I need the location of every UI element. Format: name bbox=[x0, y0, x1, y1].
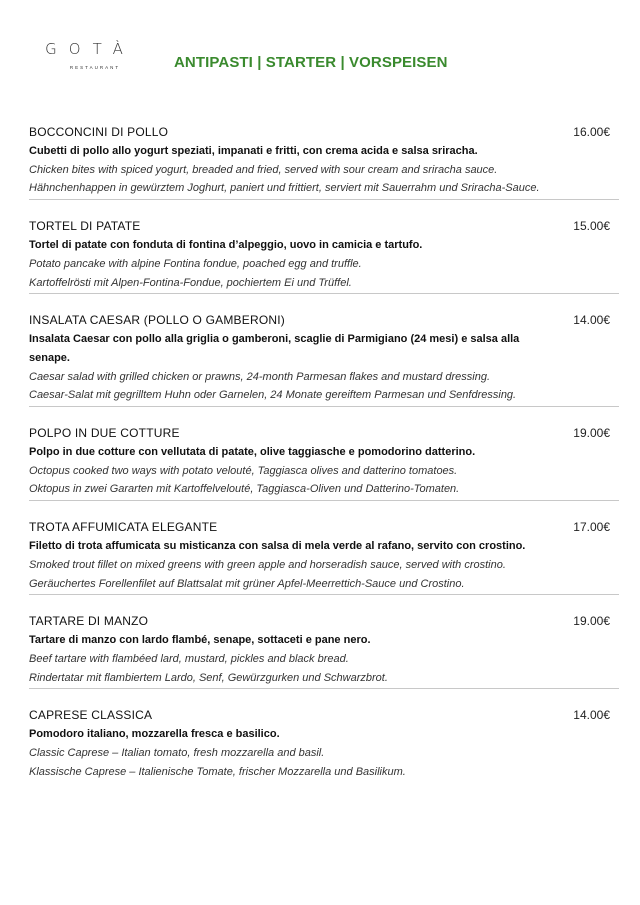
menu-item bbox=[29, 311, 619, 407]
item-name: CAPRESE CLASSICA bbox=[29, 708, 153, 723]
item-name: TORTEL DI PATATE bbox=[29, 219, 141, 234]
menu-item bbox=[29, 518, 619, 595]
item-description-italian: Insalata Caesar con pollo alla griglia o gamberoni, scaglie di Parmigiano (24 mesi) e salsa alla senape. bbox=[29, 333, 520, 364]
menu-item bbox=[29, 424, 619, 501]
menu-item bbox=[29, 706, 619, 782]
item-description-english: Octopus cooked two ways with potato velouté, Taggiasca olives and datterino tomatoes. bbox=[29, 464, 458, 477]
item-price: 14.00€ bbox=[573, 708, 610, 723]
item-description-german: Rindertatar mit flambiertem Lardo, Senf, Gewürzgurken und Schwarzbrot. bbox=[29, 671, 388, 684]
logo-subtitle: RESTAURANT bbox=[69, 65, 121, 70]
item-name: BOCCONCINI DI POLLO bbox=[29, 125, 169, 139]
item-price: 14.00€ bbox=[573, 313, 610, 328]
item-price: 17.00€ bbox=[573, 520, 610, 535]
item-description-english: Chicken bites with spiced yogurt, breaded and fried, served with sour cream and sriracha sauce. bbox=[29, 163, 498, 176]
item-description-english: Smoked trout fillet on mixed greens with green apple and horseradish sauce, served with crostino. bbox=[29, 558, 506, 571]
item-description-italian: Cubetti di pollo allo yogurt speziati, impanati e fritti, con crema acida e salsa sriracha. bbox=[29, 145, 478, 157]
menu-item bbox=[29, 612, 619, 689]
item-description-italian: Tartare di manzo con lardo flambé, senape, sottaceti e pane nero. bbox=[29, 634, 371, 647]
item-description-english: Beef tartare with flambéed lard, mustard, pickles and black bread. bbox=[29, 652, 349, 665]
item-description-italian: Tortel di patate con fonduta di fontina d’alpeggio, uovo in camicia e tartufo. bbox=[29, 239, 423, 252]
item-description-english: Potato pancake with alpine Fontina fondue, poached egg and truffle. bbox=[29, 257, 362, 270]
logo-wordmark: GOTÀ bbox=[45, 40, 135, 58]
item-description-english: Caesar salad with grilled chicken or prawns, 24-month Parmesan flakes and mustard dressing. bbox=[29, 370, 490, 383]
restaurant-logo bbox=[36, 40, 136, 70]
item-name: POLPO IN DUE COTTURE bbox=[29, 426, 180, 441]
item-description-german: Caesar-Salat mit gegrilltem Huhn oder Garnelen, 24 Monate gereiftem Parmesan und Senfdressing. bbox=[29, 389, 517, 402]
item-name: TROTA AFFUMICATA ELEGANTE bbox=[29, 520, 218, 535]
item-description-german: Kartoffelrösti mit Alpen-Fontina-Fondue, pochiertem Ei und Trüffel. bbox=[29, 276, 352, 289]
item-description-german: Oktopus in zwei Gararten mit Kartoffelvelouté, Taggiasca-Oliven und Datterino-Tomaten. bbox=[29, 483, 460, 496]
item-price: 19.00€ bbox=[573, 426, 610, 441]
item-description-italian: Pomodoro italiano, mozzarella fresca e basilico. bbox=[29, 728, 280, 741]
menu-item bbox=[29, 123, 619, 200]
item-description-german: Geräuchertes Forellenfilet auf Blattsalat mit grüner Apfel-Meerrettich-Sauce und Crostino. bbox=[29, 577, 465, 590]
menu-list bbox=[29, 123, 619, 799]
item-description-italian: Polpo in due cotture con vellutata di patate, olive taggiasche e pomodorino datterino. bbox=[29, 446, 476, 459]
item-price: 19.00€ bbox=[573, 614, 610, 629]
item-name: TARTARE DI MANZO bbox=[29, 614, 149, 629]
page-title: ANTIPASTI | STARTER | VORSPEISEN bbox=[174, 54, 448, 71]
menu-item bbox=[29, 217, 619, 294]
item-name: INSALATA CAESAR (POLLO O GAMBERONI) bbox=[29, 313, 285, 328]
item-price: 15.00€ bbox=[573, 219, 610, 234]
item-description-german: Klassische Caprese – Italienische Tomate, frischer Mozzarella und Basilikum. bbox=[29, 765, 406, 778]
item-description-german: Hähnchenhappen in gewürztem Joghurt, paniert und frittiert, serviert mit Sauerrahm und Sriracha-Sauce. bbox=[29, 182, 540, 195]
item-price: 16.00€ bbox=[573, 125, 610, 139]
item-description-italian: Filetto di trota affumicata su misticanza con salsa di mela verde al rafano, servito con crostino. bbox=[29, 540, 526, 553]
item-description-english: Classic Caprese – Italian tomato, fresh mozzarella and basil. bbox=[29, 747, 325, 760]
